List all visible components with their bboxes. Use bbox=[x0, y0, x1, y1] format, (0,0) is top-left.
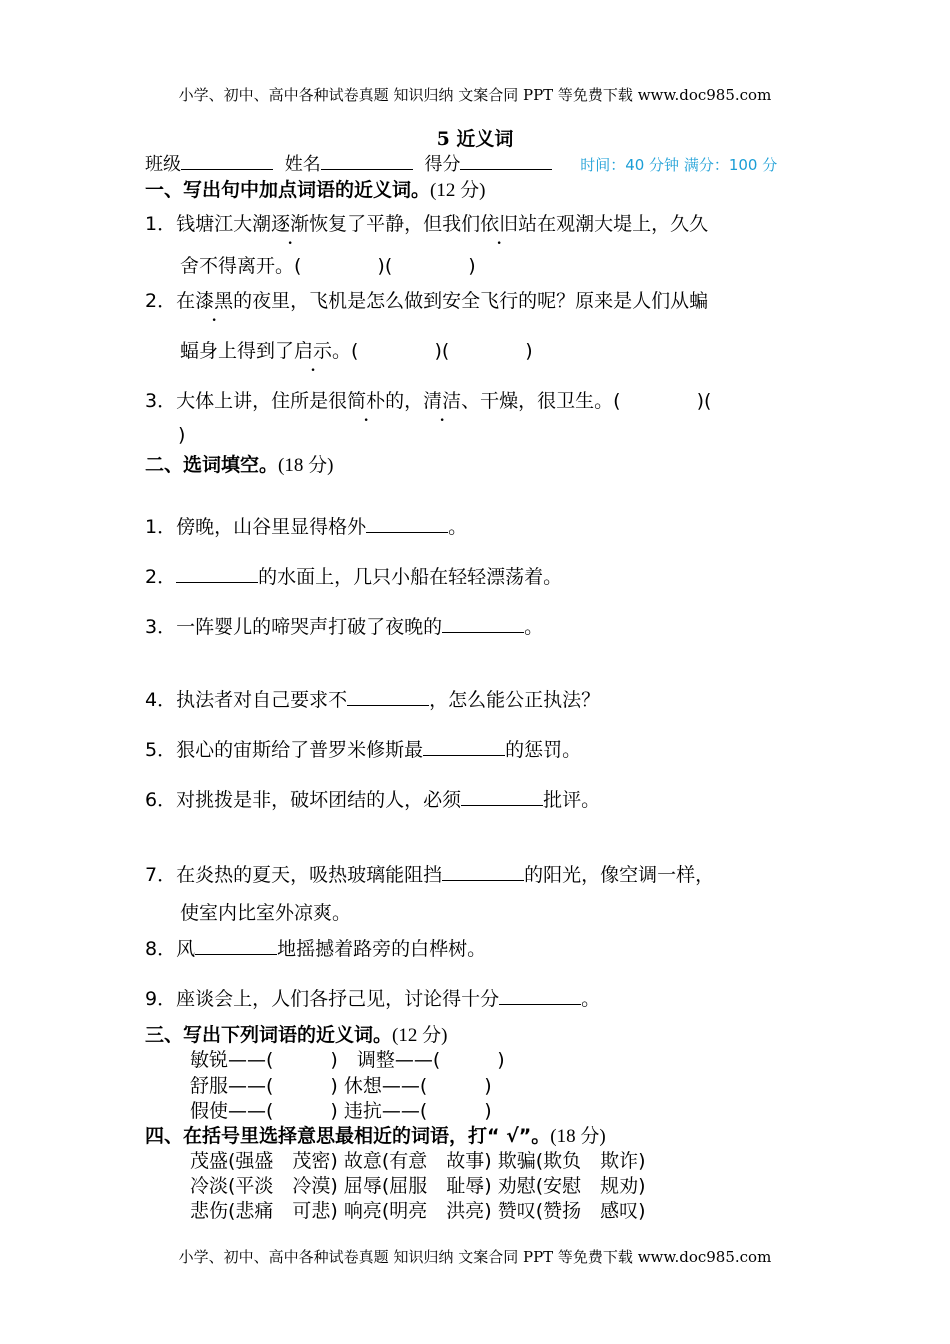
question-number: 8． bbox=[145, 938, 177, 960]
s2-item-9 bbox=[145, 984, 600, 1011]
s2-item-7 bbox=[145, 860, 714, 887]
question-text: 的， bbox=[385, 390, 424, 412]
section-2-points: (18 分) bbox=[278, 455, 334, 476]
page-title: 5 近义词 bbox=[436, 128, 514, 150]
s1-question-1-answer-line[interactable]: 舍不得离开。( )( ) bbox=[180, 255, 476, 277]
page-header: 小学、初中、高中各种试卷真题 知识归纳 文案合同 PPT 等免费下载 www.doc985.com bbox=[178, 86, 772, 104]
s2-item-3 bbox=[145, 612, 543, 639]
question-number: 3． bbox=[145, 390, 177, 412]
section-4-heading bbox=[145, 1121, 606, 1148]
question-text: 的惩罚。 bbox=[505, 739, 582, 761]
answer-blanks[interactable]: 。( )( ) bbox=[332, 340, 533, 362]
s3-row-3[interactable]: 假使——( ) 违抗——( ) bbox=[190, 1100, 492, 1122]
s1-question-2 bbox=[145, 286, 708, 313]
question-number: 2． bbox=[145, 566, 177, 588]
question-number: 4． bbox=[145, 689, 177, 711]
question-text: 钱塘江大潮 bbox=[176, 213, 272, 235]
fill-blank[interactable] bbox=[347, 687, 429, 706]
question-text: 执法者对自己要求不 bbox=[176, 689, 348, 711]
score-label: 得分 bbox=[424, 154, 461, 175]
question-text: 大体上讲，住所是很 bbox=[176, 390, 348, 412]
s1-question-3 bbox=[145, 386, 711, 413]
s2-item-4 bbox=[145, 685, 600, 712]
fill-blank[interactable] bbox=[461, 787, 543, 806]
name-label: 姓名 bbox=[284, 154, 321, 175]
s1-question-3-line2: ) bbox=[178, 424, 186, 446]
fill-blank[interactable] bbox=[366, 514, 448, 533]
question-text: 站在观潮大堤上，久久 bbox=[518, 213, 709, 235]
section-1-points: (12 分) bbox=[430, 180, 486, 201]
question-text: 批评。 bbox=[543, 789, 601, 811]
fill-blank[interactable] bbox=[176, 564, 258, 583]
question-text: 的阳光，像空调一样， bbox=[524, 864, 715, 886]
question-number: 1． bbox=[145, 213, 177, 235]
question-text: 的水面上，几只小船在轻轻漂荡着。 bbox=[258, 566, 563, 588]
s2-item-2 bbox=[145, 562, 562, 589]
question-text: 地摇撼着路旁的白桦树。 bbox=[277, 938, 487, 960]
class-label: 班级 bbox=[145, 154, 181, 175]
s4-row-1[interactable]: 茂盛(强盛 茂密) 故意(有意 故事) 欺骗(欺负 欺诈) bbox=[190, 1150, 646, 1172]
s2-item-6 bbox=[145, 785, 600, 812]
s4-row-2[interactable]: 冷淡(平淡 冷漠) 屈辱(屈服 耻辱) 劝慰(安慰 规劝) bbox=[190, 1175, 646, 1197]
question-text: 。 bbox=[524, 616, 544, 638]
section-3-title: 三、写出下列词语的近义词。 bbox=[145, 1024, 393, 1046]
dotted-word: 逐渐 bbox=[271, 213, 310, 235]
time-info: 时间：40 分钟 满分：100 分 bbox=[580, 156, 778, 174]
dotted-word: 漆黑 bbox=[195, 290, 234, 312]
section-4-points: (18 分) bbox=[550, 1126, 606, 1147]
s1-question-1 bbox=[145, 209, 708, 236]
section-4-title: 四、在括号里选择意思最相近的词语，打“ √”。 bbox=[145, 1125, 551, 1147]
dotted-word: 启示 bbox=[294, 340, 333, 362]
s2-item-7-line2: 使室内比室外凉爽。 bbox=[180, 902, 352, 924]
student-info-row bbox=[145, 150, 777, 176]
question-number: 2． bbox=[145, 290, 177, 312]
section-3-points: (12 分) bbox=[392, 1025, 448, 1046]
s2-item-5 bbox=[145, 735, 581, 762]
question-text: 在 bbox=[176, 290, 196, 312]
score-blank[interactable] bbox=[460, 151, 552, 170]
question-text: 座谈会上，人们各抒己见，讨论得十分 bbox=[176, 988, 500, 1010]
dotted-word: 清洁 bbox=[423, 390, 462, 412]
question-text: 在炎热的夏天，吸热玻璃能阻挡 bbox=[176, 864, 443, 886]
question-text: 的夜里，飞机是怎么做到安全飞行的呢？原来是人们从蝙 bbox=[233, 290, 709, 312]
question-number: 7． bbox=[145, 864, 177, 886]
fill-blank[interactable] bbox=[499, 986, 581, 1005]
question-text: 一阵婴儿的啼哭声打破了夜晚的 bbox=[176, 616, 443, 638]
dotted-word: 依旧 bbox=[480, 213, 519, 235]
section-1-title: 一、写出句中加点词语的近义词。 bbox=[145, 179, 431, 201]
question-text: 蝠身上得到了 bbox=[180, 340, 295, 362]
question-text: 对挑拨是非，破坏团结的人，必须 bbox=[176, 789, 462, 811]
s2-item-8 bbox=[145, 934, 486, 961]
dotted-word: 简朴 bbox=[347, 390, 386, 412]
answer-blanks[interactable]: 、干燥，很卫生。( )( bbox=[461, 390, 712, 412]
section-1-heading bbox=[145, 175, 485, 202]
question-text: 。 bbox=[448, 516, 468, 538]
question-text: 狠心的宙斯给了普罗米修斯最 bbox=[176, 739, 424, 761]
fill-blank[interactable] bbox=[442, 862, 524, 881]
question-number: 6． bbox=[145, 789, 177, 811]
s3-row-2[interactable]: 舒服——( ) 休想——( ) bbox=[190, 1075, 492, 1097]
question-number: 3． bbox=[145, 616, 177, 638]
s4-row-3[interactable]: 悲伤(悲痛 可悲) 响亮(明亮 洪亮) 赞叹(赞扬 感叹) bbox=[190, 1200, 646, 1222]
section-2-heading bbox=[145, 450, 333, 477]
s2-item-1 bbox=[145, 512, 467, 539]
question-text: 。 bbox=[581, 988, 601, 1010]
s3-row-1[interactable]: 敏锐——( ) 调整——( ) bbox=[190, 1049, 505, 1071]
question-text: 恢复了平静，但我们 bbox=[309, 213, 481, 235]
page-footer: 小学、初中、高中各种试卷真题 知识归纳 文案合同 PPT 等免费下载 www.doc985.com bbox=[178, 1248, 772, 1266]
s1-question-2-line2 bbox=[180, 336, 533, 363]
question-text: ，怎么能公正执法？ bbox=[429, 689, 601, 711]
section-3-heading bbox=[145, 1020, 447, 1047]
fill-blank[interactable] bbox=[195, 936, 277, 955]
question-number: 1． bbox=[145, 516, 177, 538]
question-text: 傍晚，山谷里显得格外 bbox=[176, 516, 367, 538]
question-text: 风 bbox=[176, 938, 196, 960]
section-2-title: 二、选词填空。 bbox=[145, 454, 279, 476]
question-number: 9． bbox=[145, 988, 177, 1010]
class-blank[interactable] bbox=[181, 151, 273, 170]
name-blank[interactable] bbox=[321, 151, 413, 170]
question-number: 5． bbox=[145, 739, 177, 761]
fill-blank[interactable] bbox=[423, 737, 505, 756]
fill-blank[interactable] bbox=[442, 614, 524, 633]
